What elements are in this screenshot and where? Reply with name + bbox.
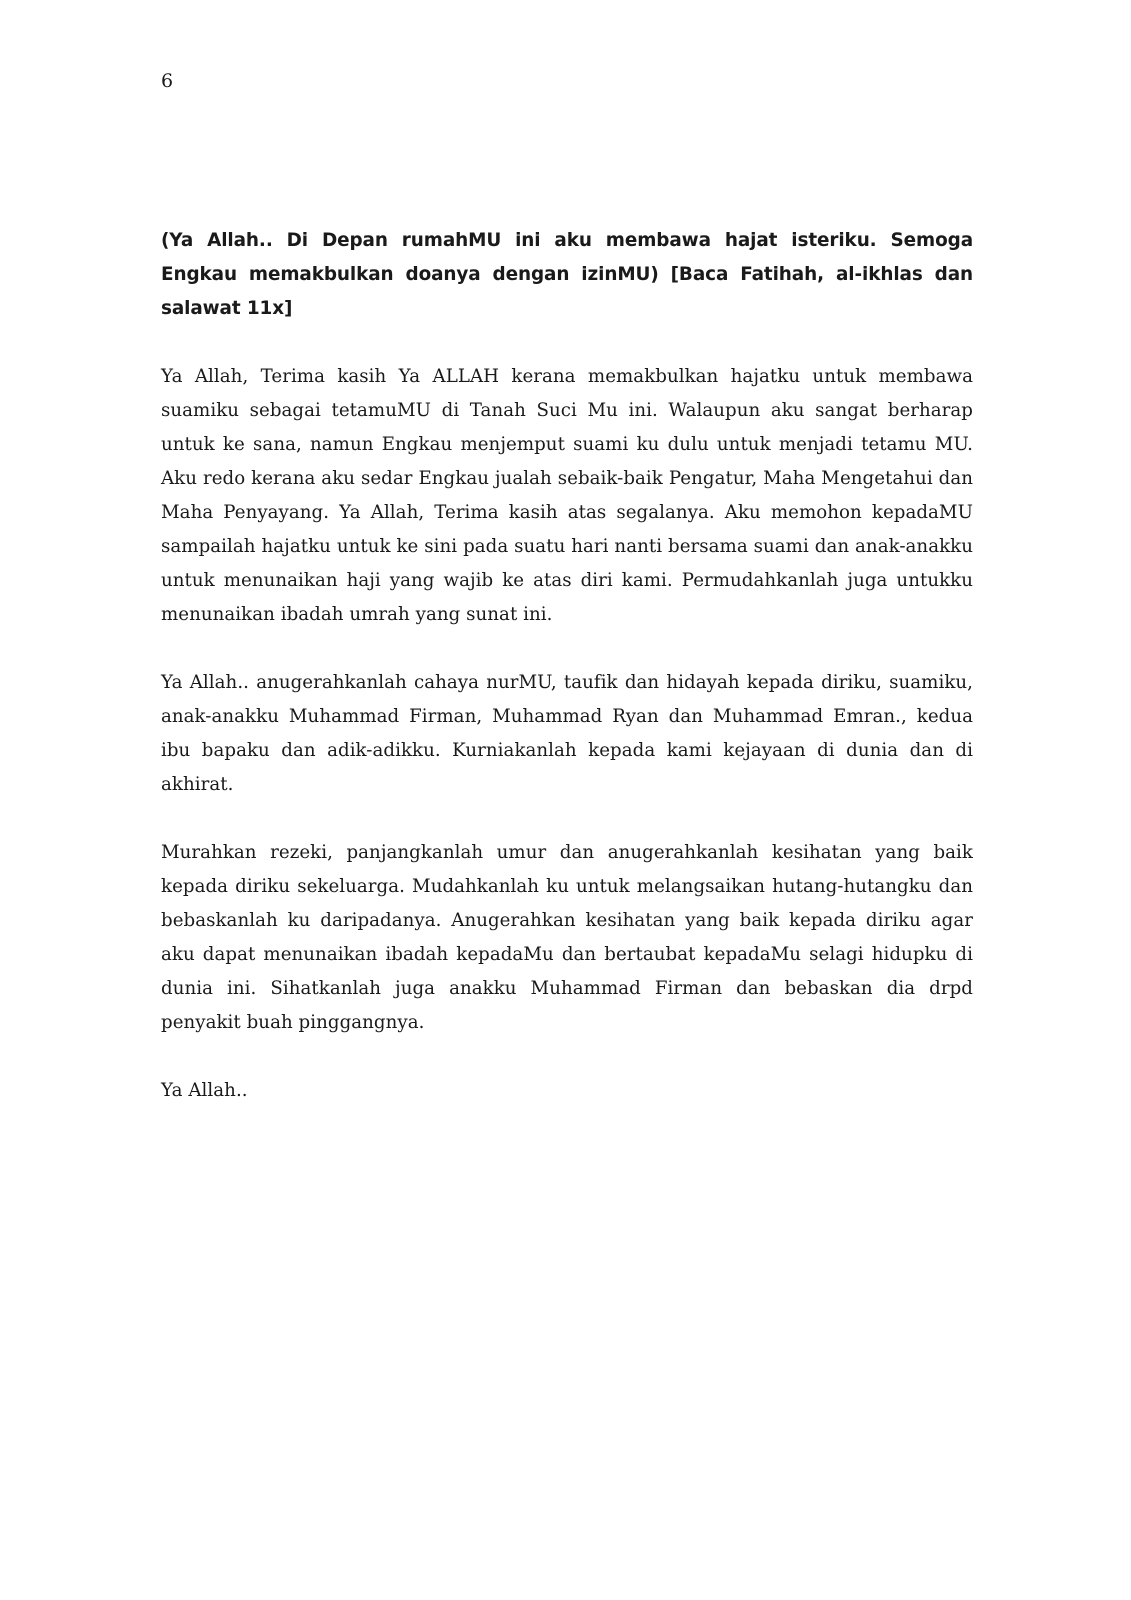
body-paragraph: Ya Allah..	[161, 1080, 248, 1101]
body-paragraph: Ya Allah, Terima kasih Ya ALLAH kerana memakbulkan hajatku untuk membawa suamiku sebagai tetamuMU di Tanah Suci Mu ini. Walaupun aku sangat berharap untuk ke sana, namun Engkau menjemput suami ku dulu untuk menjadi tetamu MU. Aku redo kerana aku sedar Engkau jualah sebaik-baik Pengatur, Maha Mengetahui dan Maha Penyayang. Ya Allah, Terima kasih atas segalanya. Aku memohon kepadaMU sampailah hajatku untuk ke sini pada suatu hari nanti bersama suami dan anak-anakku untuk menunaikan haji yang wajib ke atas diri kami. Permudahkanlah juga untukku menunaikan ibadah umrah yang sunat ini.	[161, 366, 973, 625]
body-paragraph: Murahkan rezeki, panjangkanlah umur dan anugerahkanlah kesihatan yang baik kepada diriku sekeluarga. Mudahkanlah ku untuk melangsaikan hutang-hutangku dan bebaskanlah ku daripadanya. Anugerahkan kesihatan yang baik kepada diriku agar aku dapat menunaikan ibadah kepadaMu dan bertaubat kepadaMu selagi hidupku di dunia ini. Sihatkanlah juga anakku Muhammad Firman dan bebaskan dia drpd penyakit buah pinggangnya.	[161, 842, 973, 1033]
document-body	[161, 224, 973, 1108]
body-paragraph: Ya Allah.. anugerahkanlah cahaya nurMU, taufik dan hidayah kepada diriku, suamiku, anak-anakku Muhammad Firman, Muhammad Ryan dan Muhammad Emran., kedua ibu bapaku dan adik-adikku. Kurniakanlah kepada kami kejayaan di dunia dan di akhirat.	[161, 672, 973, 795]
page-number: 6	[161, 70, 174, 92]
bold-heading-paragraph: (Ya Allah.. Di Depan rumahMU ini aku membawa hajat isteriku. Semoga Engkau memakbulkan doanya dengan izinMU) [Baca Fatihah, al-ikhlas dan salawat 11x]	[161, 230, 973, 319]
